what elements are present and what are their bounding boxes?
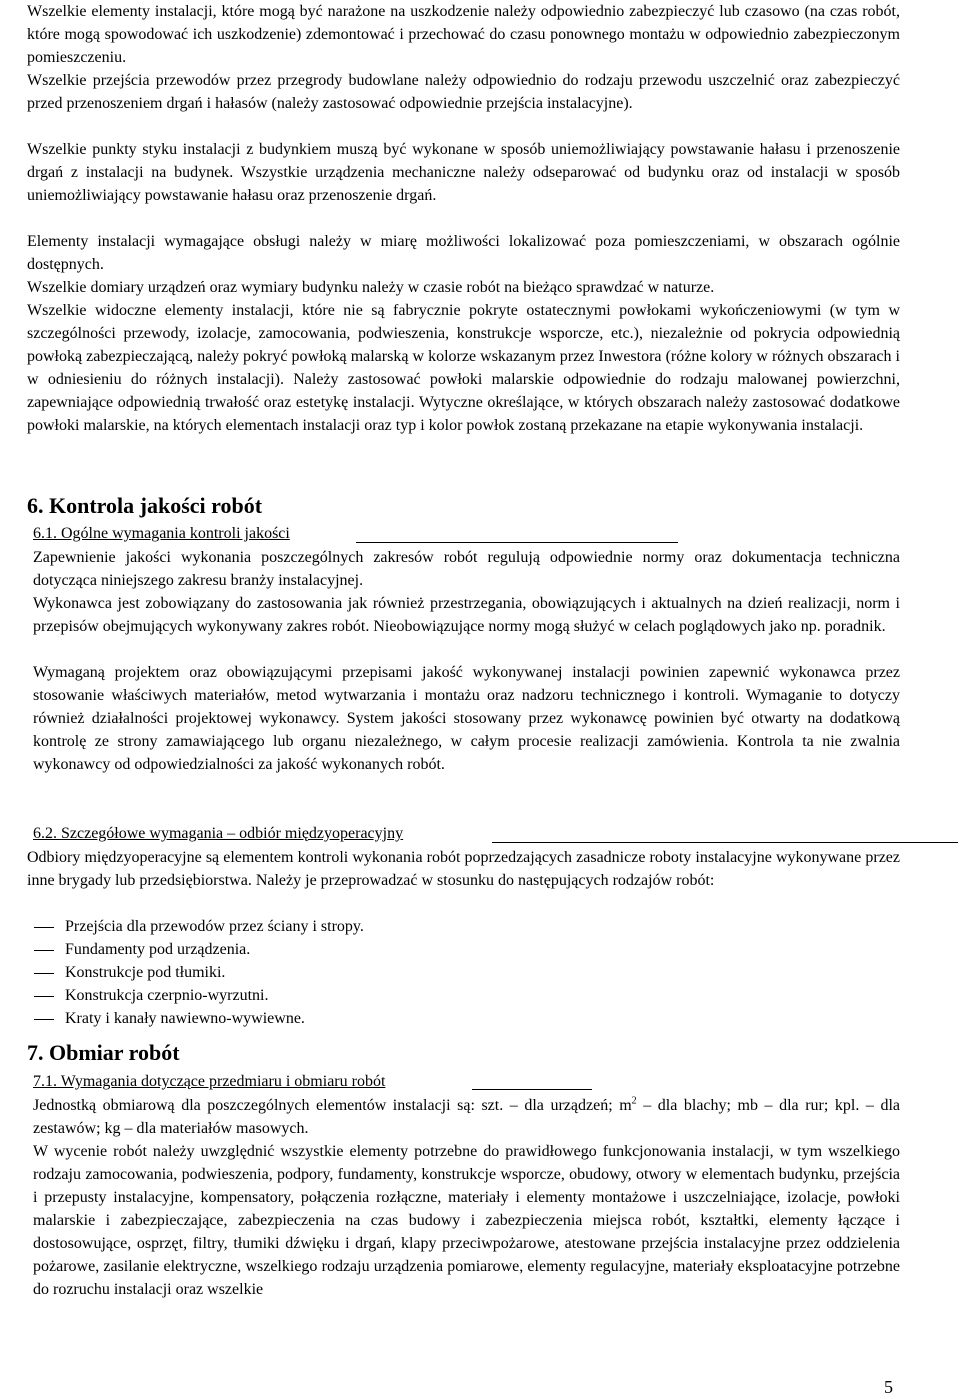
list-item: Kraty i kanały nawiewno-wywiewne. [65, 1010, 305, 1027]
section-7-title: 7. Obmiar robót [27, 1040, 180, 1065]
list-item: Konstrukcje pod tłumiki. [65, 964, 226, 981]
paragraph-painting: Wszelkie widoczne elementy instalacji, które nie są fabrycznie pokryte ostatecznymi powłokami wykończeniowymi (w tym w szczególności przewody, izolacje, zamocowania, podwieszenia, konstrukcje wsporcze, etc.), niezależnie od pokrycia odpowiednią powłoką zabezpieczającą, należy pokryć powłoką malarską w kolorze wskazanym przez Inwestora (różne kolory w różnych obszarach i w odniesieniu do różnych instalacji). Należy zastosować powłoki malarskie odpowiednie do rodzaju malowanej powierzchni, zapewniające odpowiednią trwałość oraz estetykę instalacji. Wytyczne określające, w których obszarach należy zastosować dodatkowe powłoki malarskie, na których elementach instalacji oraz typ i kolor powłok zostaną przekazane na etapie wykonywania instalacji. [27, 302, 900, 434]
paragraph-protection: Wszelkie elementy instalacji, które mogą być narażone na uszkodzenie należy odpowiednio zabezpieczyć lub czasowo (na czas robót, które mogą spowodować ich uszkodzenie) zdemontować i przechować do czasu ponownego montażu w odpowiednio zabezpieczonym pomieszczeniu. [27, 3, 900, 66]
list-item: Konstrukcja czerpnio-wyrzutni. [65, 987, 269, 1004]
paragraph-interoperational-acceptance: Odbiory międzyoperacyjne są elementem kontroli wykonania robót poprzedzających zasadnicze roboty instalacyjne wykonywane przez inne brygady lub przedsiębiorstwa. Należy je przeprowadzać w stosunku do następujących rodzajów robót: [27, 849, 900, 889]
paragraph-pricing-elements: W wycenie robót należy uwzględnić wszystkie elementy potrzebne do prawidłowego funkcjonowania instalacji, w tym wszelkiego rodzaju zamocowania, podwieszenia, podpory, fundamenty, konstrukcje wsporcze, obudowy, otwory w elementach budynku, przejścia i przepusty instalacyjne, kompensatory, połączenia rozłączne, materiały i elementy montażowe i uszczelniające, izolacje, powłoki malarskie i zabezpieczające, zabezpieczenia na czas budowy i zabezpieczenia miejsca robót, kształtki, elementy łączące i dostosowujące, osprzęt, filtry, tłumiki dźwięku i drgań, klapy przeciwpożarowe, atestowane przejścia instalacyjne przez oddzielenia pożarowe, zasilanie elektryczne, wszelkiego rodzaju urządzenia pomiarowe, elementy regulacyjne, materiały eksploatacyjne potrzebne do rozruchu instalacji oraz wszelkie [33, 1143, 900, 1298]
paragraph-quality-system: Wymaganą projektem oraz obowiązującymi przepisami jakość wykonywanej instalacji powinien zapewnić wykonawca przez stosowanie właściwych materiałów, metod wytwarzania i montażu oraz nadzoru technicznego i kontroli. Wymaganie to dotyczy również działalności projektowej wykonawcy. System jakości stosowany przez wykonawcę powinien być otwarty na dodatkową kontrolę ze strony zamawiającego lub organu niezależnego, w całym procesie realizacji zamówienia. Kontrola ta nie zwalnia wykonawcy od odpowiedzialności za jakość wykonanych robót. [33, 664, 900, 773]
paragraph-measurement-units: Jednostką obmiarową dla poszczególnych elementów instalacji są: szt. – dla urządzeń; $m^2$ – dla blachy; mb – dla rur; kpl. – dla zestawów; kg – dla materiałów masowych. [33, 1095, 900, 1137]
paragraph-service-elements: Elementy instalacji wymagające obsługi należy w miarę możliwości lokalizować poza pomieszczeniami, w obszarach ogólnie dostępnych. [27, 233, 900, 273]
paragraph-contact-points: Wszelkie punkty styku instalacji z budynkiem muszą być wykonane w sposób uniemożliwiający powstawanie hałasu i przenoszenie drgań z instalacji na budynek. Wszystkie urządzenia mechaniczne należy odseparować od budynku oraz od instalacji w sposób uniemożliwiający powstawanie hałasu oraz przenoszenie drgań. [27, 141, 900, 204]
page-number: 5 [884, 1377, 893, 1397]
list-item: Przejścia dla przewodów przez ściany i stropy. [65, 918, 364, 935]
list-item: Fundamenty pod urządzenia. [65, 941, 251, 958]
acceptance-work-list [27, 915, 900, 1030]
heading-underline-rule [472, 1089, 592, 1090]
superscript-exponent: 2 [631, 1095, 637, 1107]
paragraph-penetrations: Wszelkie przejścia przewodów przez przegrody budowlane należy odpowiednio do rodzaju przewodu uszczelnić oraz zabezpieczyć przed przenoszeniem drgań i hałasów (należy zastosować odpowiednie przejścia instalacyjne). [27, 72, 900, 112]
subsection-6-2-heading-text: 6.2. Szczegółowe wymagania – odbiór międzyoperacyjny [33, 825, 404, 842]
heading-underline-rule [492, 842, 958, 843]
subsection-7-1-heading-text: 7.1. Wymagania dotyczące przedmiaru i obmiaru robót [33, 1073, 386, 1090]
paragraph-dimensions: Wszelkie domiary urządzeń oraz wymiary budynku należy w czasie robót na bieżąco sprawdzać w naturze. [27, 279, 715, 296]
section-6-title: 6. Kontrola jakości robót [27, 493, 263, 518]
paragraph-quality-norms: Zapewnienie jakości wykonania poszczególnych zakresów robót regulują odpowiednie normy oraz dokumentacja techniczna dotycząca niniejszego zakresu branży instalacyjnej. [33, 549, 900, 589]
paragraph-contractor-obligation: Wykonawca jest zobowiązany do zastosowania jak również przestrzegania, obowiązujących i aktualnych na dzień realizacji, norm i przepisów obejmujących wykonywany zakres robót. Nieobowiązujące normy mogą służyć w celach poglądowych jako np. poradnik. [33, 595, 900, 635]
subsection-6-1-heading [33, 523, 290, 545]
subsection-6-1-heading-text: 6.1. Ogólne wymagania kontroli jakości [33, 525, 290, 542]
subsection-7-1-heading [33, 1071, 385, 1093]
heading-underline-rule [356, 542, 678, 543]
subsection-6-2-heading [33, 823, 403, 845]
